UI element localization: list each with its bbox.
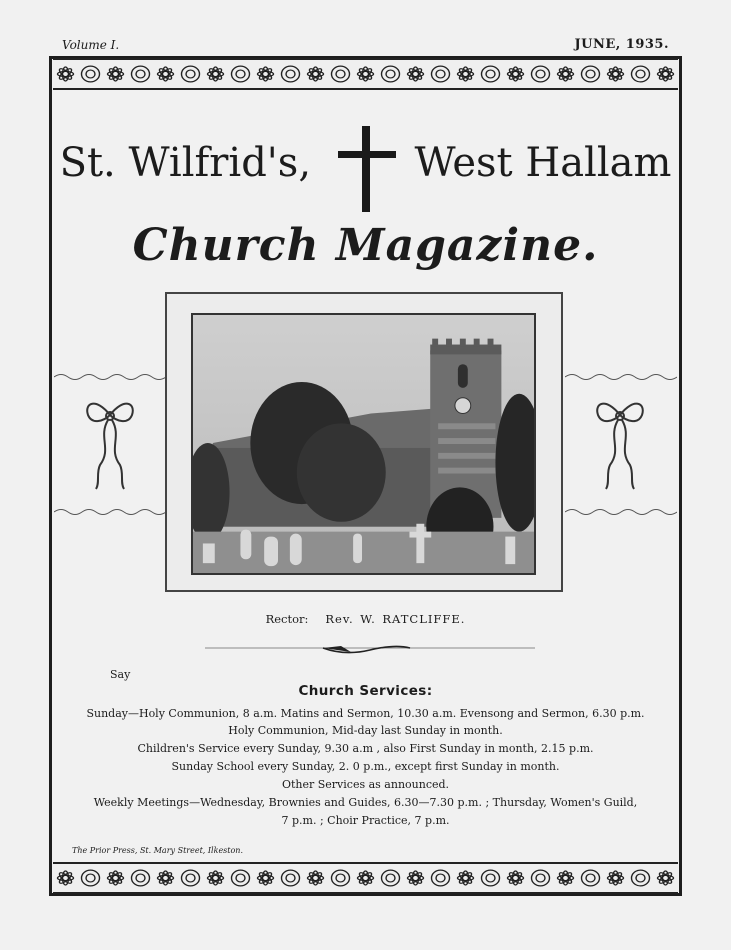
wave-rule-left-top	[54, 372, 166, 382]
ribbon-bow-left-icon	[82, 393, 138, 493]
title-right: West Hallam	[414, 140, 672, 186]
rector-name: Rev. W. RATCLIFFE.	[325, 612, 466, 626]
services-line-2: Holy Communion, Mid-day last Sunday in month.	[228, 724, 503, 737]
services-line-4: Sunday School every Sunday, 2. 0 p.m., except first Sunday in month.	[171, 760, 560, 773]
services-line-3: Children's Service every Sunday, 9.30 a.m , also First Sunday in month, 2.15 p.m.	[137, 742, 594, 755]
ornamental-divider	[205, 642, 535, 658]
ribbon-bow-right-icon	[592, 393, 648, 493]
issue-date: JUNE, 1935.	[574, 37, 669, 52]
wave-rule-right-top	[565, 372, 677, 382]
ornamental-border-top	[53, 58, 678, 90]
services-line-6: Weekly Meetings—Wednesday, Brownies and Guides, 6.30—7.30 p.m. ; Thursday, Women's Guild,	[93, 796, 638, 809]
title-left: St. Wilfrid's,	[59, 140, 312, 186]
volume-label: Volume I.	[62, 38, 120, 52]
wave-rule-left-bottom	[54, 507, 166, 517]
services-heading: Church Services:	[298, 683, 433, 699]
wave-rule-right-bottom	[565, 507, 677, 517]
services-line-1: Sunday—Holy Communion, 8 a.m. Matins and Sermon, 10.30 a.m. Evensong and Sermon, 6.30 p.m.	[86, 707, 645, 720]
masthead-subtitle: Church Magazine.	[132, 220, 599, 271]
church-photo	[191, 313, 536, 575]
ornamental-border-bottom	[53, 862, 678, 894]
rector-line	[0, 612, 731, 626]
services-line-5: Other Services as announced.	[281, 778, 450, 791]
rector-label: Rector:	[265, 612, 309, 626]
services-line-7: 7 p.m. ; Choir Practice, 7 p.m.	[281, 814, 450, 827]
handwritten-note: Say	[110, 668, 131, 681]
printer-imprint: The Prior Press, St. Mary Street, Ilkeston.	[72, 846, 244, 855]
cross-icon	[338, 126, 396, 212]
